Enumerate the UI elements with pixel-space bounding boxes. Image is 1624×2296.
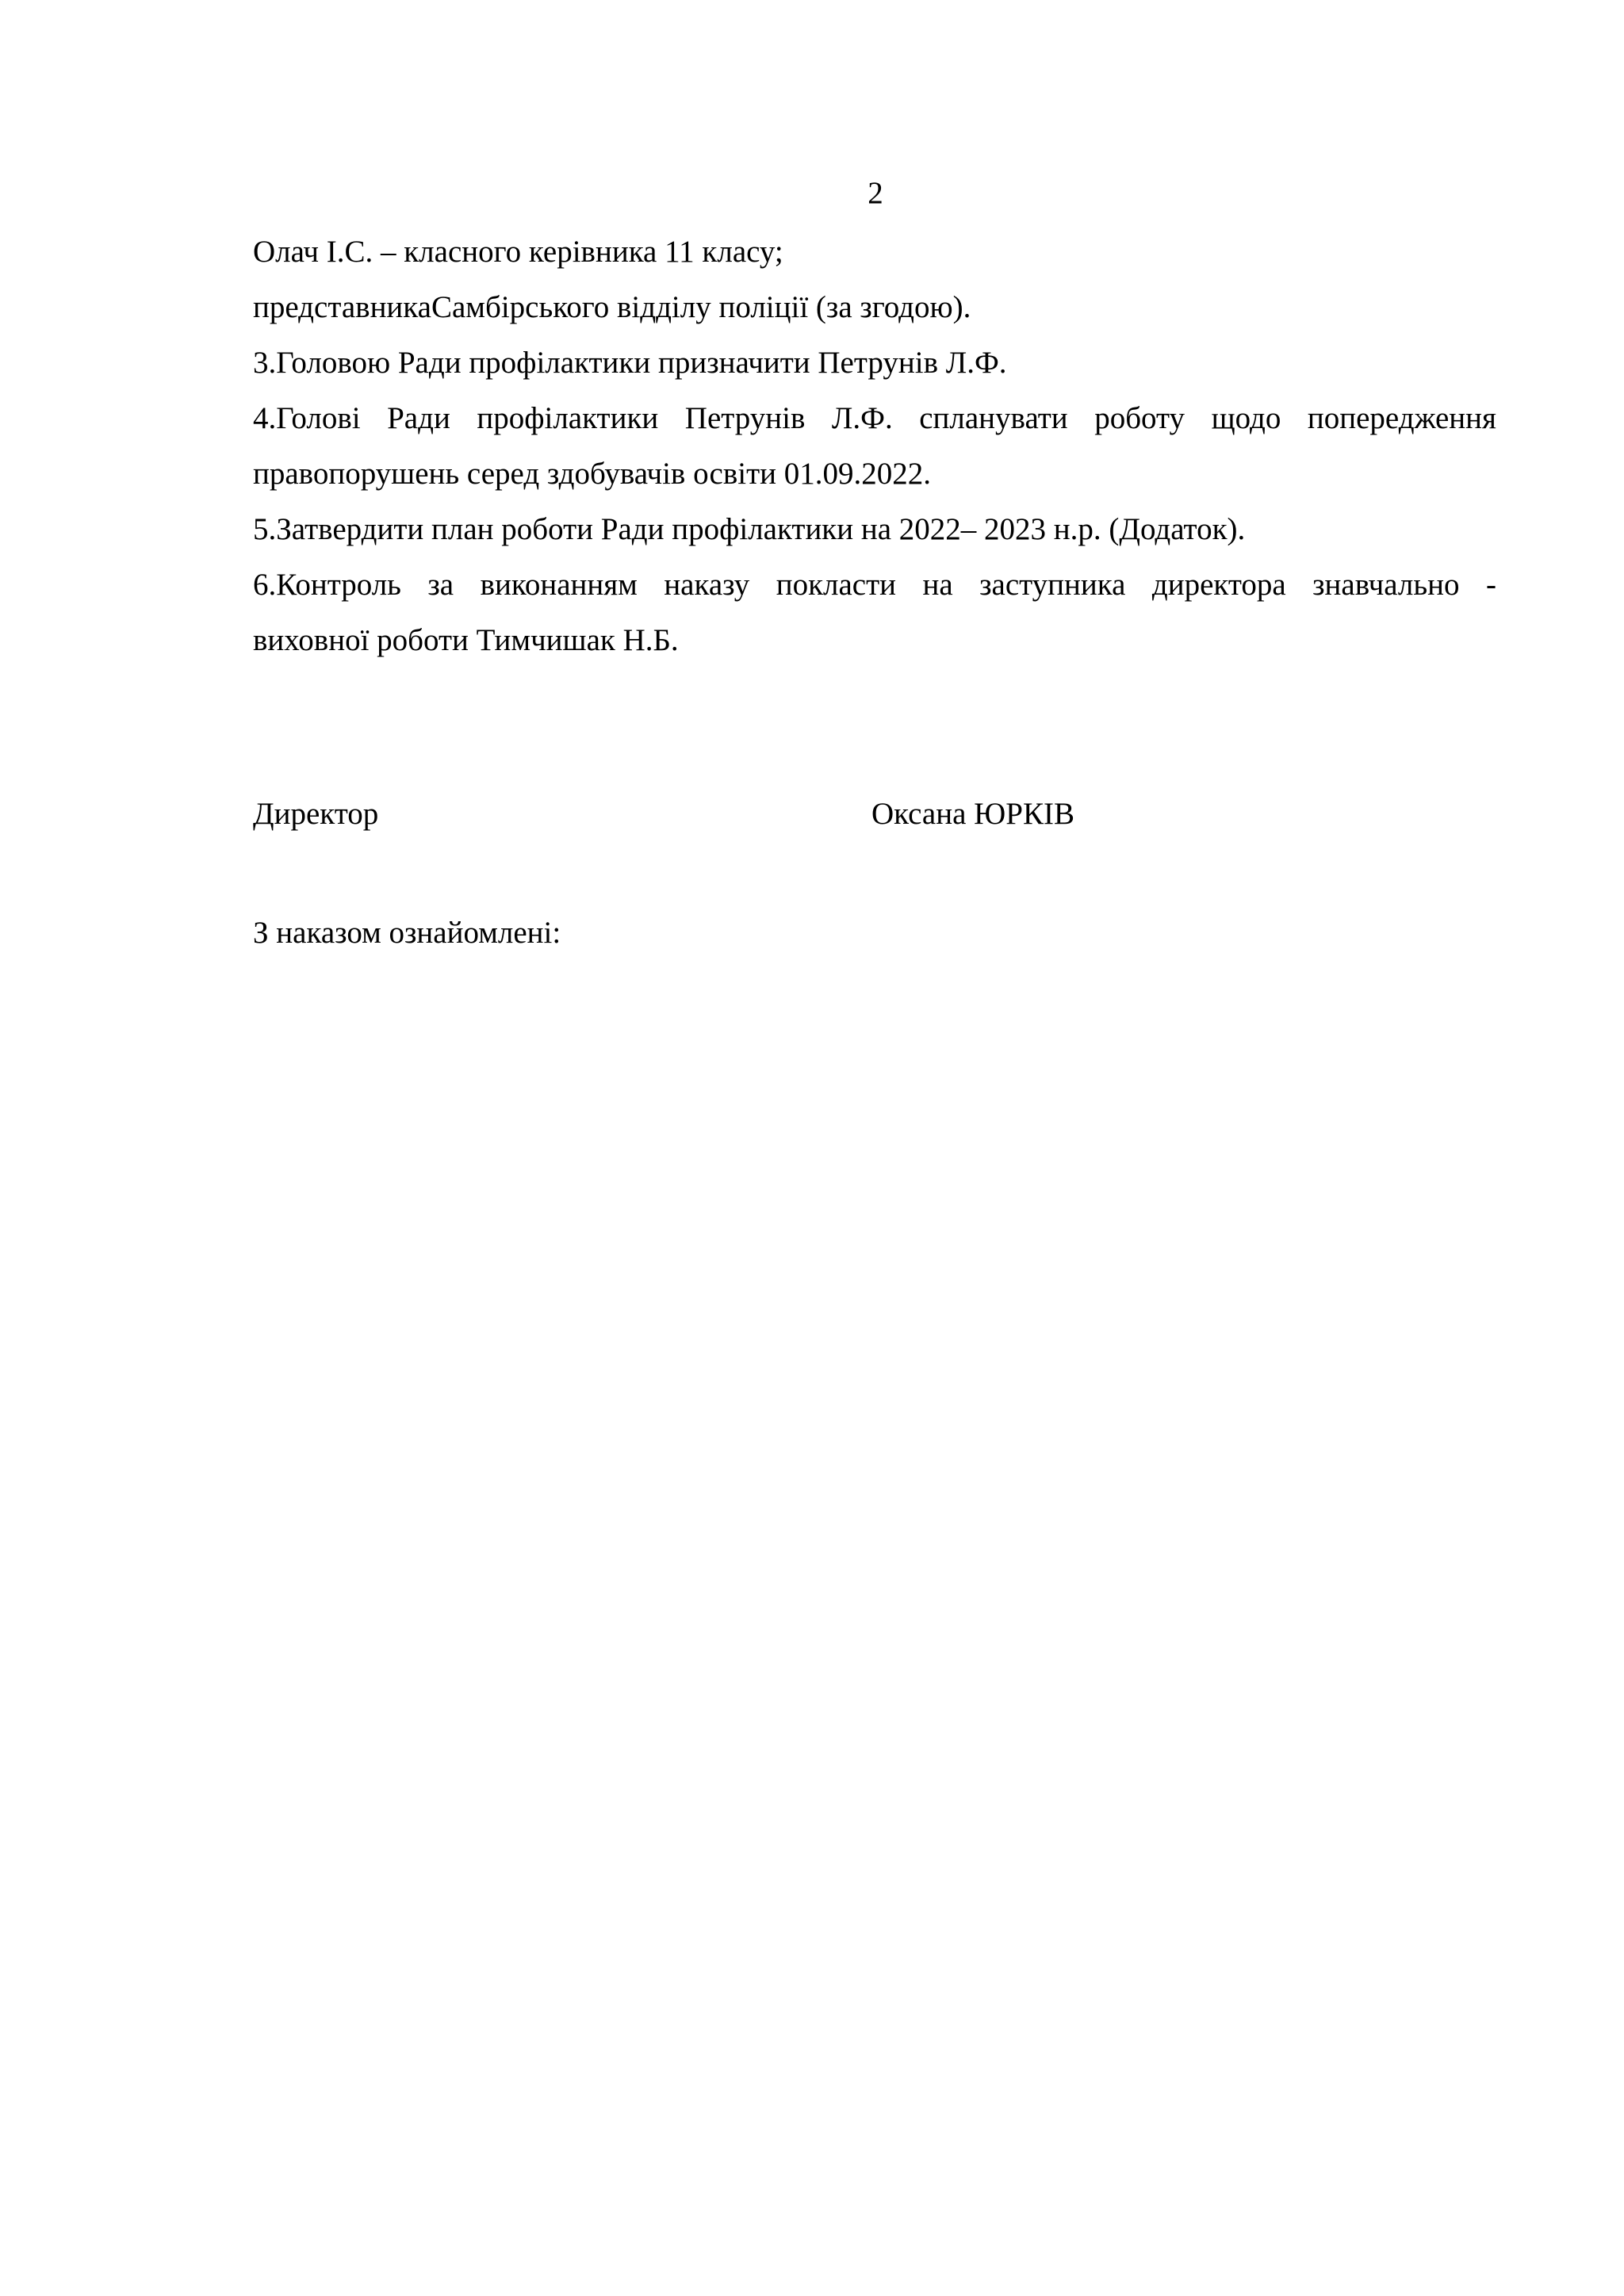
signature-name: Оксана ЮРКІВ (871, 797, 1074, 831)
member-police-line: представникаСамбірського відділу поліції (за згодою). (253, 290, 971, 324)
item-3-line: 3.Головою Ради профілактики призначити Петрунів Л.Ф. (253, 346, 1007, 380)
item-6-line-2: виховної роботи Тимчишак Н.Б. (253, 623, 679, 657)
item-6-line-1: 6.Контроль за виконанням наказу покласти на заступника директора знавчально - (253, 568, 1496, 602)
order-body (253, 224, 1496, 668)
acknowledgement-label: З наказом ознайомлені: (253, 916, 561, 950)
member-olach-line: Олач І.С. – класного керівника 11 класу; (253, 235, 783, 269)
item-4-line-1: 4.Голові Ради профілактики Петрунів Л.Ф. спланувати роботу щодо попередження (253, 401, 1496, 435)
item-5-line: 5.Затвердити план роботи Ради профілактики на 2022– 2023 н.р. (Додаток). (253, 512, 1246, 546)
item-4-line-2: правопорушень серед здобувачів освіти 01.09.2022. (253, 457, 932, 491)
signature-role: Директор (253, 797, 379, 831)
page-number: 2 (868, 176, 883, 210)
signature-block (253, 790, 1496, 838)
